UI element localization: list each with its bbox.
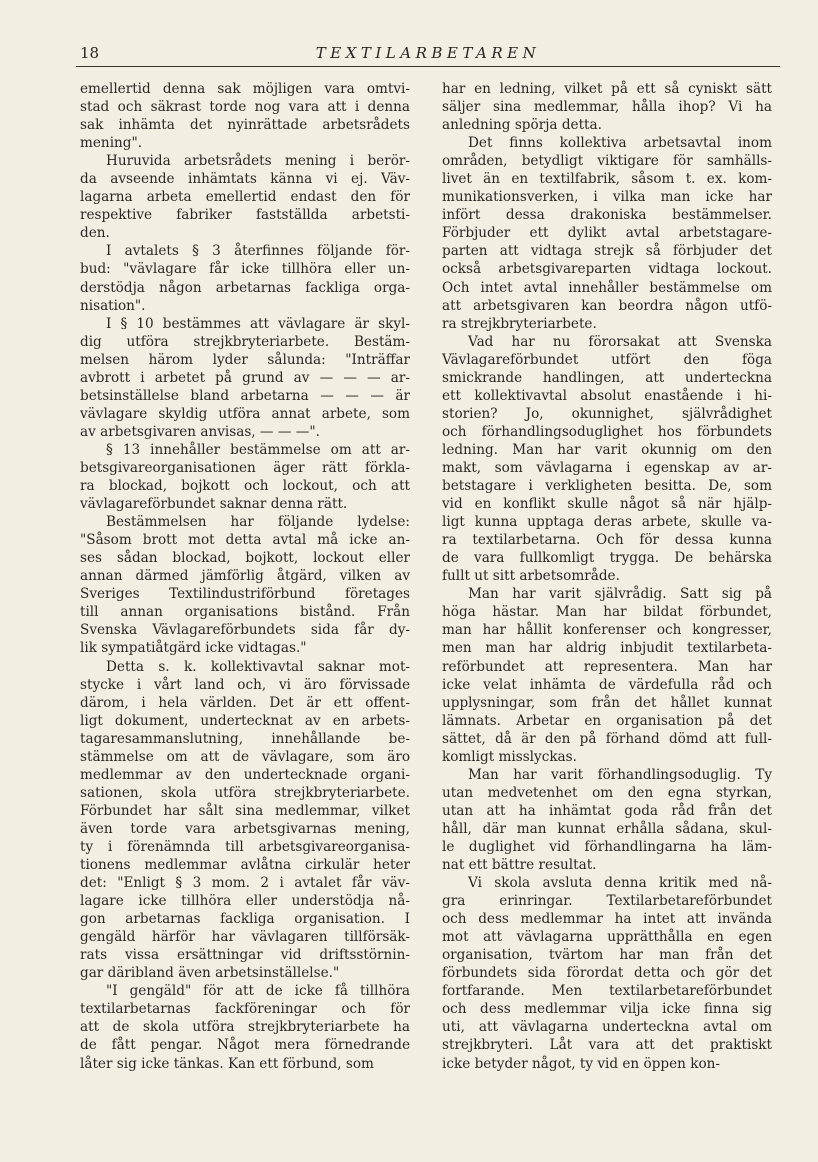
text-line: icke betyder något, ty vid en öppen kon- [442, 1055, 720, 1072]
text-line: ligt dokument, undertecknat av en arbets- [80, 712, 410, 729]
page-header [76, 44, 780, 67]
text-line: strejkbryteri. Låt vara att det praktiskt [442, 1037, 772, 1054]
text-line: ra textilarbetarna. Och för dessa kunna [442, 532, 772, 549]
text-line: höga hästar. Man har bildat förbundet, [442, 604, 772, 621]
text-line: de fått pengar. Något mera förnedrande [80, 1037, 410, 1054]
text-line: derstödja någon arbetarnas fackliga orga- [80, 279, 410, 296]
text-line: tionens medlemmar avlåtna cirkulär heter [80, 857, 410, 874]
text-line: utan medvetenhet om den egna styrkan, [442, 784, 772, 801]
text-line: munikationsverken, i vilka man icke har [442, 189, 772, 206]
text-line: I § 10 bestämmes att vävlagare är skyl- [106, 315, 410, 332]
text-line: av arbetsgivaren anvisas, — — —". [80, 423, 320, 440]
text-line: rats vissa ersättningar vid driftsstörnin- [80, 947, 410, 964]
text-line: icke velat inhämta de värdefulla råd och [442, 676, 772, 693]
text-line: betsinställelse bland arbetarna — — — är [80, 387, 410, 404]
paragraph [80, 152, 410, 242]
text-line: Huruvida arbetsrådets mening i berör- [106, 153, 410, 170]
text-line: Bestämmelsen har följande lydelse: [106, 514, 410, 531]
text-line: Vad har nu förorsakat att Svenska [468, 333, 772, 350]
text-line: stad och säkrast torde nog vara att i denna [80, 99, 410, 116]
text-line: ligt kunna upptaga deras arbete, skulle va- [442, 514, 772, 531]
text-line: att arbetsgivaren kan beordra någon utfö- [442, 297, 772, 314]
text-line: Detta s. k. kollektivavtal saknar mot- [106, 658, 410, 675]
paragraph [442, 874, 772, 1073]
text-line: och dess medlemmar vilja icke finna sig [442, 1001, 772, 1018]
text-line: även torde vara arbetsgivarnas mening, [80, 820, 410, 837]
text-line: da avseende inhämtats känna vi ej. Väv- [80, 171, 410, 188]
journal-title: TEXTILARBETAREN [315, 44, 541, 62]
text-line: betstagare i verkligheten besitta. De, som [442, 478, 772, 495]
text-line: gar däribland även arbetsinställelse." [80, 965, 340, 982]
text-line: ses sådan blockad, bojkott, lockout eller [80, 550, 410, 567]
text-line: ledning. Man har varit okunnig om den [442, 441, 772, 458]
text-line: organisation, tvärtom har man från det [442, 947, 772, 964]
text-line: anledning spörja detta. [442, 117, 602, 134]
paragraph [80, 80, 410, 152]
text-line: vävlagareförbundet saknar denna rätt. [80, 496, 348, 513]
paragraph [442, 766, 772, 874]
text-line: medlemmar av den undertecknade organi- [80, 766, 410, 783]
text-line: I avtalets § 3 återfinnes följande för- [106, 243, 410, 260]
text-line: och dess medlemmar ha intet att invända [442, 911, 772, 928]
paragraph [442, 134, 772, 333]
text-line: annan därmed jämförlig åtgärd, vilken av [80, 568, 410, 585]
text-line: säljer sina medlemmar, hålla ihop? Vi ha [442, 99, 772, 116]
text-line: att de skola utföra strejkbryteriarbete ha [80, 1019, 410, 1036]
text-line: lagarna arbeta emellertid endast den för [80, 189, 410, 206]
text-line: Förbundet har sålt sina medlemmar, vilket [80, 802, 410, 819]
text-line: stämmelse om att de vävlagare, som äro [80, 748, 410, 765]
text-line: uti, att vävlagarna underteckna avtal om [442, 1019, 772, 1036]
text-line: lagare icke tillhöra eller understödja nå- [80, 893, 410, 910]
text-line: dig utföra strejkbryteriarbete. Bestäm- [80, 333, 410, 350]
text-line: lik sympatiåtgärd icke vidtagas." [80, 640, 307, 657]
text-line: fortfarande. Men textilarbetareförbundet [442, 983, 772, 1000]
text-line: fullt ut sitt arbetsområde. [442, 568, 620, 585]
text-line: vid en konflikt skulle något så när hjälp- [442, 496, 772, 513]
text-line: de vara fullkomligt trygga. De behärska [442, 550, 772, 567]
text-line: sättet, då är den på förhand dömd att full- [442, 730, 772, 747]
text-line: sak inhämta det nyinrättade arbetsrådets [80, 117, 410, 134]
text-line: stycke i vårt land och, vi äro förvissade [80, 676, 410, 693]
text-line: textilarbetarnas fackföreningar och för [80, 1001, 410, 1018]
paragraph [442, 585, 772, 765]
text-line: men man har aldrig inbjudit textilarbeta- [442, 640, 772, 657]
page-number: 18 [80, 44, 100, 62]
text-line: sationen, skola utföra strejkbryteriarbete. [80, 784, 410, 801]
text-line: utan att ha inhämtat goda råd från det [442, 802, 772, 819]
text-line: "I gengäld" för att de icke få tillhöra [106, 983, 410, 1000]
text-line: "Såsom brott mot detta avtal må icke an- [80, 532, 410, 549]
paragraph [80, 513, 410, 657]
text-line: gon arbetarnas fackliga organisation. I [80, 911, 410, 928]
text-line: Förbjuder ett dylikt avtal arbetstagare- [442, 225, 772, 242]
right-column [442, 80, 772, 1073]
text-line: därom, i hela världen. Det är ett offent- [80, 694, 410, 711]
text-line: storien? Jo, okunnighet, självrådighet [442, 405, 772, 422]
text-line: vävlagare skyldig utföra annat arbete, som [80, 405, 410, 422]
paragraph [80, 982, 410, 1072]
text-line: Vävlagareförbundet utfört den föga [442, 351, 772, 368]
text-line: håll, där man kunnat erhålla sådana, skul- [442, 820, 772, 837]
text-line: också arbetsgivareparten vidtaga lockout. [442, 261, 772, 278]
paragraph [80, 658, 410, 983]
text-line: betsgivareorganisationen äger rätt förkla- [80, 459, 410, 476]
text-line: bud: "vävlagare får icke tillhöra eller un- [80, 261, 410, 278]
text-line: områden, betydligt viktigare för samhälls- [442, 153, 772, 170]
left-column [80, 80, 410, 1073]
text-line: ra blockad, bojkott och lockout, och att [80, 478, 410, 495]
text-line: le duglighet vid förhandlingarna ha läm- [442, 838, 772, 855]
text-line: nat ett bättre resultat. [442, 857, 597, 874]
text-line: gra erinringar. Textilarbetareförbundet [442, 893, 772, 910]
text-line: förbundets sida förordat detta och gör det [442, 965, 772, 982]
text-line: ty i förenämnda till arbetsgivareorganisa- [80, 838, 410, 855]
text-line: Man har varit självrådig. Satt sig på [468, 586, 772, 603]
text-line: upplysningar, som från det hållet kunnat [442, 694, 772, 711]
text-line: § 13 innehåller bestämmelse om att ar- [106, 441, 410, 458]
text-line: infört dessa drakoniska bestämmelser. [442, 207, 772, 224]
text-line: ett kollektivavtal absolut enastående i hi- [442, 387, 772, 404]
paragraph [442, 80, 772, 134]
text-line: man har hållit konferenser och kongresser, [442, 622, 772, 639]
text-line: låter sig icke tänkas. Kan ett förbund, som [80, 1055, 374, 1072]
text-line: har en ledning, vilket på ett så cyniskt sätt [442, 81, 772, 97]
text-line: mot att vävlagarna upprätthålla en egen [442, 929, 772, 946]
text-line: tagaresammanslutning, innehållande be- [80, 730, 410, 747]
text-line: mening". [80, 135, 143, 152]
text-line: nisation". [80, 297, 146, 314]
text-line: den. [80, 225, 110, 242]
text-line: Svenska Vävlagareförbundets sida får dy- [80, 622, 410, 639]
text-line: makt, som vävlagarna i egenskap av ar- [442, 459, 772, 476]
text-line: och förhandlingsoduglighet hos förbundets [442, 423, 772, 440]
text-line: gengäld härför har vävlagaren tillförsäk- [80, 929, 410, 946]
paragraph [80, 242, 410, 314]
text-line: det: "Enligt § 3 mom. 2 i avtalet får väv- [80, 875, 410, 892]
text-line: Det finns kollektiva arbetsavtal inom [468, 135, 772, 152]
paragraph [442, 333, 772, 586]
text-line: ra strejkbryteriarbete. [442, 315, 597, 332]
text-line: respektive fabriker fastställda arbetsti- [80, 207, 410, 224]
text-line: avbrott i arbetet på grund av — — — ar- [80, 369, 410, 386]
paragraph [80, 441, 410, 513]
text-line: Man har varit förhandlingsoduglig. Ty [468, 766, 772, 783]
text-line: melsen härom lyder sålunda: "Inträffar [80, 351, 410, 368]
text-line: reförbundet att representera. Man har [442, 658, 772, 675]
text-line: parten att vidtaga strejk så förbjuder det [442, 243, 772, 260]
text-line: till annan organisations bistånd. Från [80, 604, 410, 621]
text-line: lämnats. Arbetar en organisation på det [442, 712, 772, 729]
text-line: emellertid denna sak möjligen vara omtvi- [80, 81, 410, 97]
text-line: smickrande handlingen, att underteckna [442, 369, 772, 386]
text-line: Sveriges Textilindustriförbund företages [80, 586, 410, 603]
paragraph [80, 315, 410, 441]
text-line: komligt misslyckas. [442, 748, 577, 765]
text-line: livet än en textilfabrik, såsom t. ex. kom- [442, 171, 772, 188]
text-line: Vi skola avsluta denna kritik med nå- [468, 875, 772, 892]
text-line: Och intet avtal innehåller bestämmelse om [442, 279, 772, 296]
